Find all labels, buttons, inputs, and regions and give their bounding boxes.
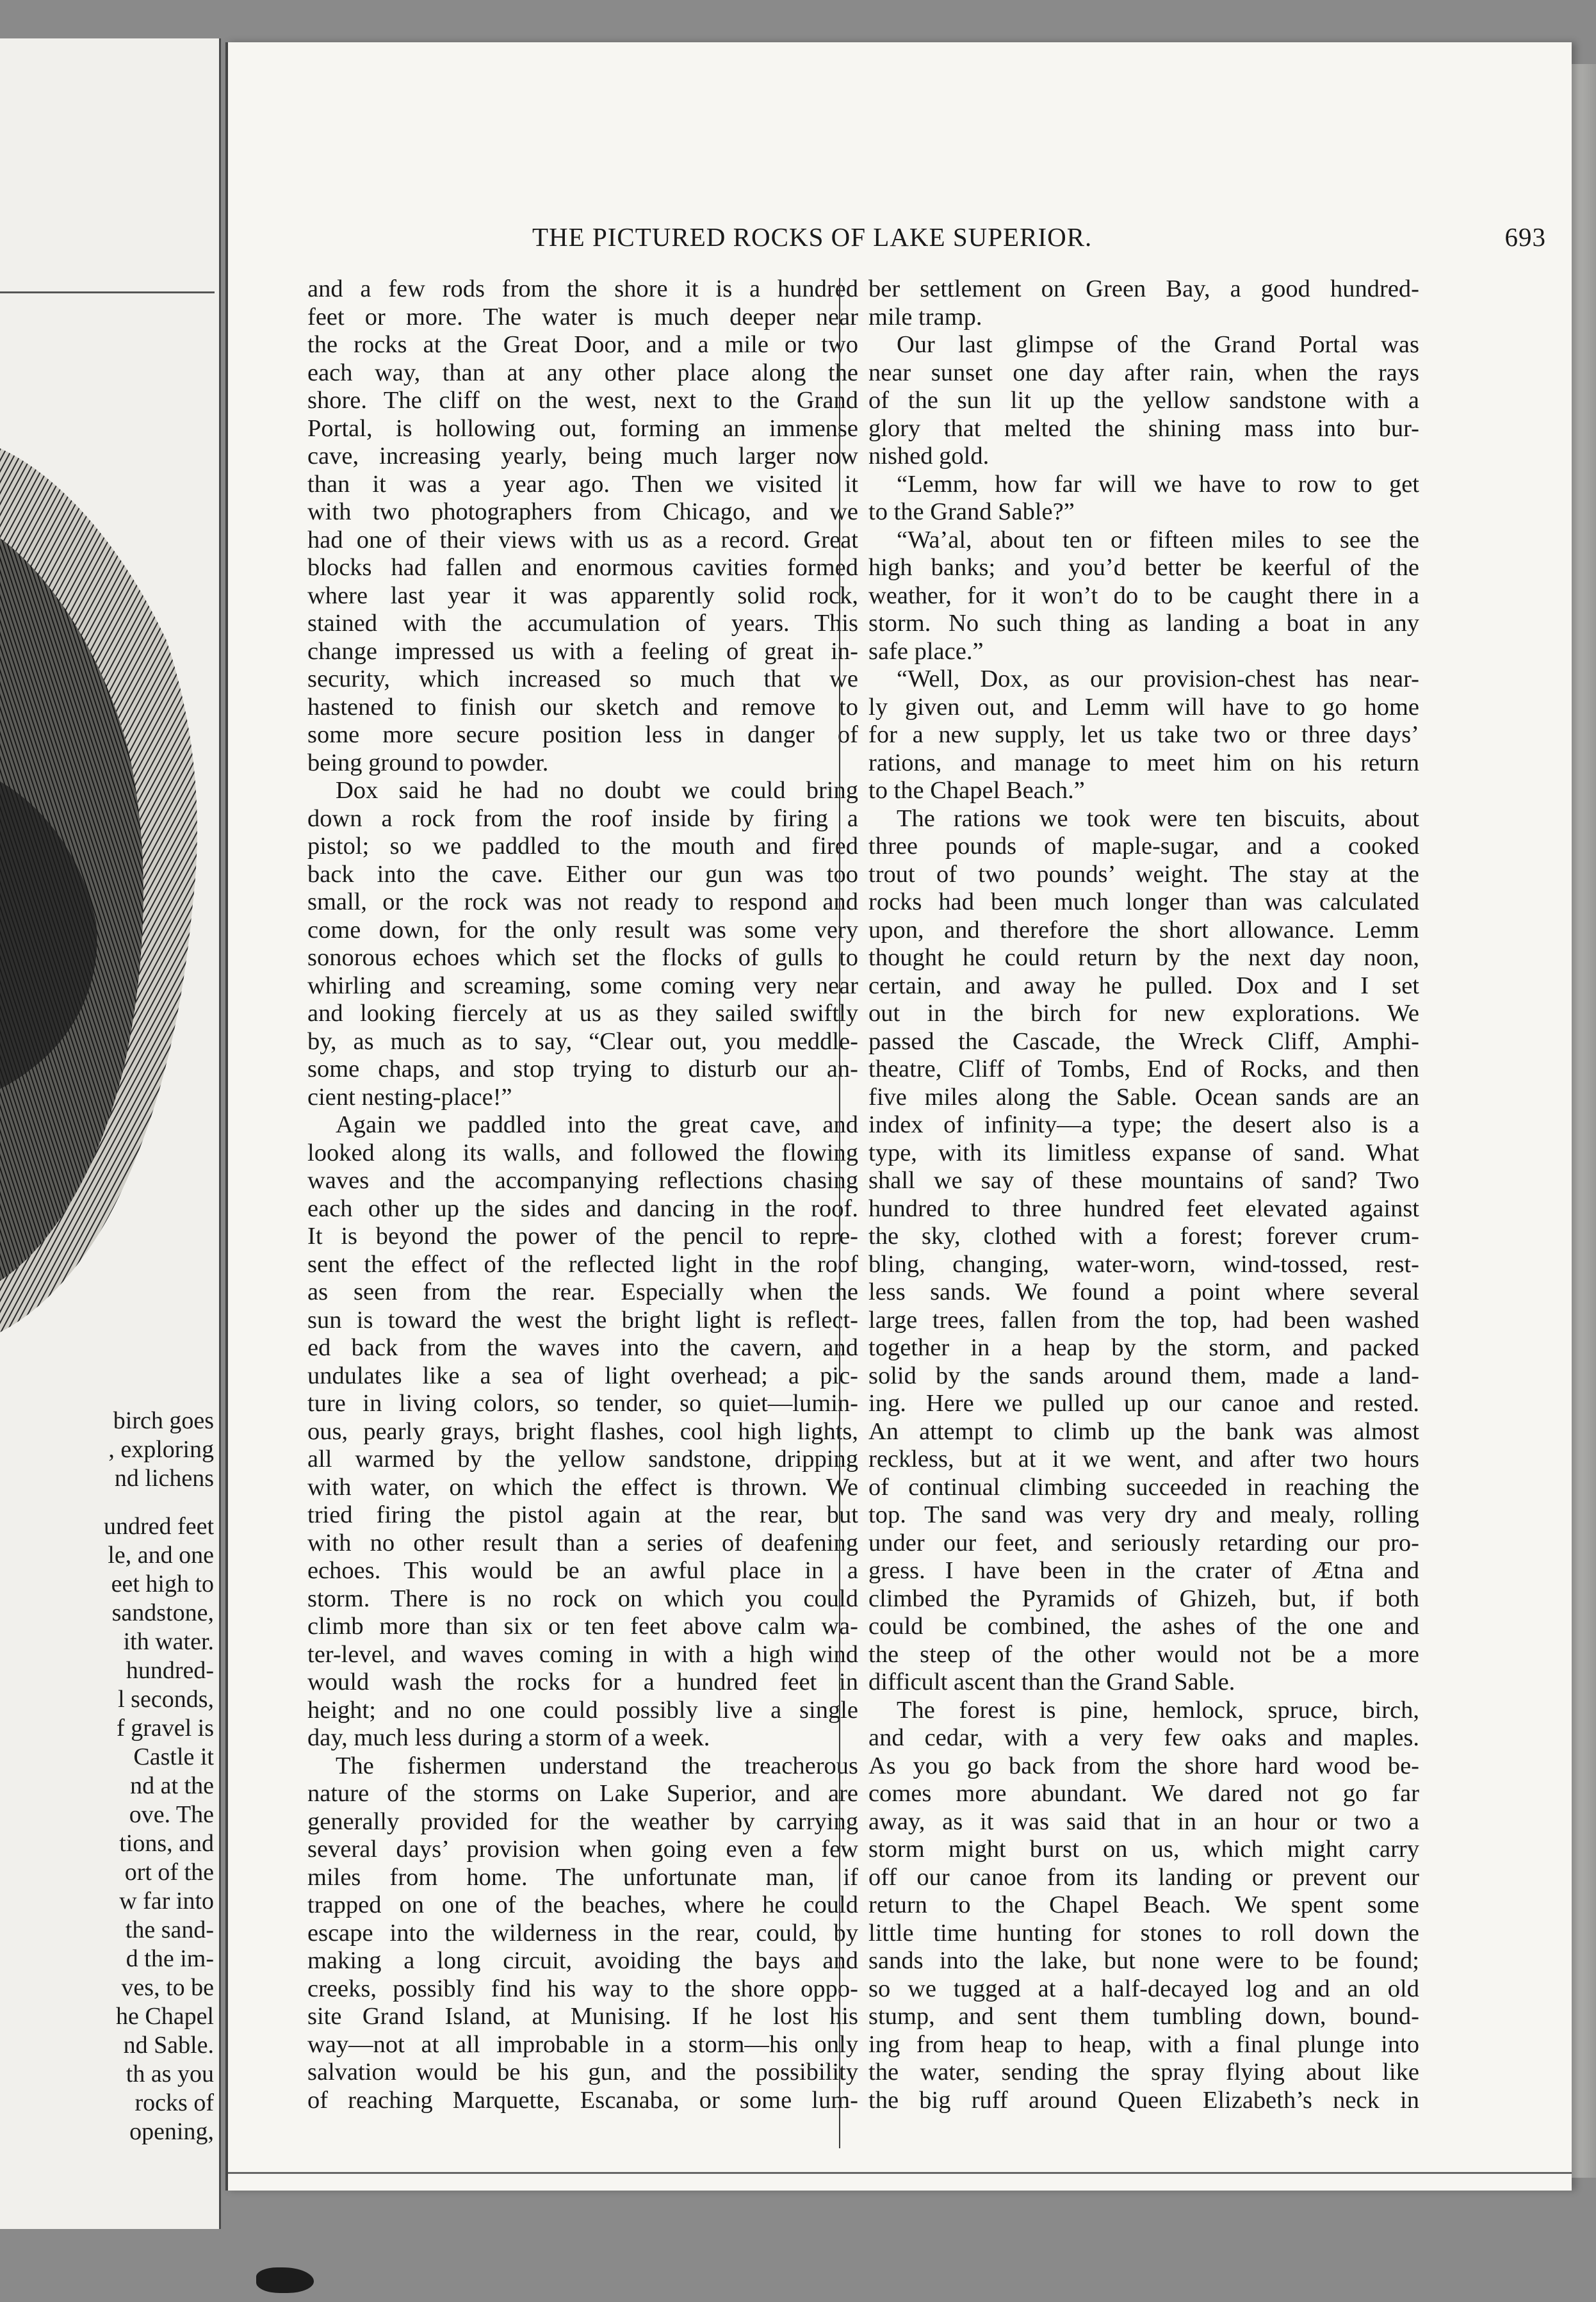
text-line: passed the Cascade, the Wreck Cliff, Amphi- bbox=[868, 1027, 1419, 1055]
text-line: sands into the lake, but none were to be found; bbox=[868, 1947, 1419, 1974]
text-line: less sands. We found a point where several bbox=[868, 1278, 1419, 1305]
fragment-line: Castle it bbox=[133, 1743, 214, 1770]
text-line: solid by the sands around them, made a land- bbox=[868, 1362, 1419, 1389]
text-line: with no other result than a series of deafening bbox=[307, 1529, 858, 1556]
text-line: ter-level, and waves coming in with a high wind bbox=[307, 1640, 858, 1668]
text-line: with two photographers from Chicago, and we bbox=[307, 498, 858, 525]
fragment-line: f gravel is bbox=[117, 1715, 214, 1742]
text-line: pistol; so we paddled to the mouth and fired bbox=[307, 833, 858, 860]
fragment-line: sandstone, bbox=[111, 1599, 214, 1626]
text-line: the sky, clothed with a forest; forever crum- bbox=[868, 1223, 1419, 1250]
text-line: hundred to three hundred feet elevated against bbox=[868, 1195, 1419, 1222]
fragment-line: ort of the bbox=[124, 1859, 214, 1886]
text-line: comes more abundant. We dared not go far bbox=[868, 1780, 1419, 1807]
text-line: day, much less during a storm of a week. bbox=[307, 1724, 710, 1751]
text-line: away, as it was said that in an hour or two a bbox=[868, 1808, 1419, 1835]
text-line: looked along its walls, and followed the flowing bbox=[307, 1139, 858, 1166]
text-line: index of infinity—a type; the desert also is a bbox=[868, 1111, 1419, 1138]
text-line: shore. The cliff on the west, next to the Grand bbox=[307, 387, 858, 414]
text-line: site Grand Island, at Munising. If he lost his bbox=[307, 2003, 858, 2030]
text-line: of continual climbing succeeded in reaching the bbox=[868, 1473, 1419, 1501]
text-line: than it was a year ago. Then we visited it bbox=[307, 470, 858, 498]
text-line: safe place.” bbox=[868, 637, 984, 665]
text-line: thought he could return by the next day noon, bbox=[868, 944, 1419, 971]
text-line: ber settlement on Green Bay, a good hundred- bbox=[868, 275, 1419, 302]
text-line: cient nesting-place!” bbox=[307, 1083, 512, 1111]
text-line: where last year it was apparently solid rock, bbox=[307, 582, 858, 609]
text-line: hastened to finish our sketch and remove to bbox=[307, 693, 858, 721]
text-line: bling, changing, water-worn, wind-tossed, rest- bbox=[868, 1250, 1419, 1278]
text-line: sonorous echoes which set the flocks of gulls to bbox=[307, 944, 858, 971]
text-line: difficult ascent than the Grand Sable. bbox=[868, 1669, 1235, 1695]
text-line: height; and no one could possibly live a single bbox=[307, 1696, 858, 1724]
text-line: to the Grand Sable?” bbox=[868, 498, 1075, 525]
fragment-line: nd Sable. bbox=[123, 2032, 214, 2059]
text-line: rations, and manage to meet him on his return bbox=[868, 749, 1419, 776]
text-line: nished gold. bbox=[868, 443, 989, 469]
text-line: so we tugged at a half-decayed log and an old bbox=[868, 1975, 1419, 2002]
text-line: large trees, fallen from the top, had been washed bbox=[868, 1306, 1419, 1334]
facing-page-rule bbox=[0, 291, 215, 293]
text-line: salvation would be his gun, and the possibility bbox=[307, 2059, 858, 2086]
text-line: blocks had fallen and enormous cavities formed bbox=[307, 554, 858, 581]
text-line: ing from heap to heap, with a final plunge into bbox=[868, 2030, 1419, 2058]
text-column-right bbox=[868, 275, 1419, 2114]
text-line: echoes. This would be an awful place in a bbox=[307, 1557, 858, 1584]
text-line: the steep of the other would not be a more bbox=[868, 1640, 1419, 1668]
text-line: as seen from the rear. Especially when the bbox=[307, 1278, 858, 1305]
text-line: Portal, is hollowing out, forming an immense bbox=[307, 414, 858, 442]
text-line: little time hunting for stones to roll down the bbox=[868, 1919, 1419, 1947]
text-line: some more secure position less in danger of bbox=[307, 721, 858, 748]
text-line: trapped on one of the beaches, where he could bbox=[307, 1891, 858, 1918]
text-line: under our feet, and seriously retarding our pro- bbox=[868, 1529, 1419, 1556]
text-line: ous, pearly grays, bright flashes, cool high lights, bbox=[307, 1417, 858, 1445]
fragment-line: birch goes bbox=[113, 1407, 214, 1434]
text-line: stump, and sent them tumbling down, bound- bbox=[868, 2003, 1419, 2030]
text-line: climbed the Pyramids of Ghizeh, but, if both bbox=[868, 1585, 1419, 1612]
text-line: Dox said he had no doubt we could bring bbox=[336, 777, 858, 804]
text-line: gress. I have been in the crater of Ætna and bbox=[868, 1557, 1419, 1584]
fragment-line: rocks of bbox=[134, 2089, 214, 2116]
text-line: “Lemm, how far will we have to row to get bbox=[897, 470, 1419, 498]
text-line: creeks, possibly find his way to the shore oppo- bbox=[307, 1975, 858, 2002]
text-line: five miles along the Sable. Ocean sands are an bbox=[868, 1083, 1419, 1111]
text-column-left bbox=[307, 275, 858, 2114]
text-line: certain, and away he pulled. Dox and I set bbox=[868, 972, 1419, 999]
fragment-line: hundred- bbox=[126, 1657, 214, 1684]
text-line: feet or more. The water is much deeper near bbox=[307, 303, 858, 331]
text-line: out in the birch for new explorations. We bbox=[868, 1000, 1419, 1027]
text-line: all warmed by the yellow sandstone, dripping bbox=[307, 1446, 858, 1473]
text-line: for a new supply, let us take two or three days’ bbox=[868, 721, 1419, 748]
text-line: trout of two pounds’ weight. The stay at the bbox=[868, 860, 1419, 888]
text-line: down a rock from the roof inside by firing a bbox=[307, 804, 858, 832]
text-line: undulates like a sea of light overhead; a pic- bbox=[307, 1362, 858, 1389]
text-line: being ground to powder. bbox=[307, 749, 549, 776]
text-line: off our canoe from its landing or prevent our bbox=[868, 1863, 1419, 1891]
text-line: theatre, Cliff of Tombs, End of Rocks, and then bbox=[868, 1056, 1419, 1082]
fragment-line: ith water. bbox=[123, 1628, 214, 1655]
text-line: way—not at all improbable in a storm—his only bbox=[307, 2030, 858, 2058]
text-line: three pounds of maple-sugar, and a cooked bbox=[868, 833, 1419, 860]
text-line: had one of their views with us as a record. Great bbox=[307, 526, 858, 553]
column-divider bbox=[839, 278, 840, 2148]
text-line: waves and the accompanying reflections chasing bbox=[307, 1167, 858, 1194]
text-line: of reaching Marquette, Escanaba, or some lum- bbox=[307, 2086, 858, 2114]
text-line: stained with the accumulation of years. This bbox=[307, 610, 858, 637]
text-line: climb more than six or ten feet above calm wa- bbox=[307, 1613, 858, 1640]
text-line: “Well, Dox, as our provision-chest has near- bbox=[897, 665, 1419, 692]
text-line: The fishermen understand the treacherous bbox=[336, 1752, 858, 1779]
fragment-line: the sand- bbox=[125, 1916, 214, 1943]
text-line: Again we paddled into the great cave, and bbox=[336, 1111, 858, 1138]
facing-page-text bbox=[0, 1407, 214, 2146]
text-line: and looking fiercely at us as they sailed swiftly bbox=[307, 1000, 858, 1027]
text-line: storm might burst on us, which might carry bbox=[868, 1836, 1419, 1863]
text-line: making a long circuit, avoiding the bays and bbox=[307, 1947, 858, 1974]
text-line: high banks; and you’d better be keerful of the bbox=[868, 554, 1419, 581]
text-line: type, with its limitless expanse of sand. What bbox=[868, 1139, 1419, 1166]
text-line: glory that melted the shining mass into bur- bbox=[868, 414, 1419, 442]
engraving-illustration bbox=[0, 448, 211, 1332]
text-line: each other up the sides and dancing in the roof. bbox=[307, 1195, 858, 1222]
text-line: sun is toward the west the bright light is reflect- bbox=[307, 1306, 858, 1334]
text-line: of the sun lit up the yellow sandstone with a bbox=[868, 387, 1419, 414]
text-line: storm. There is no rock on which you could bbox=[307, 1585, 858, 1612]
text-line: to the Chapel Beach.” bbox=[868, 777, 1085, 804]
text-line: shall we say of these mountains of sand? Two bbox=[868, 1167, 1419, 1194]
fragment-line: le, and one bbox=[108, 1542, 214, 1569]
text-line: tried firing the pistol again at the rear, but bbox=[307, 1501, 858, 1528]
ink-smudge bbox=[256, 2267, 314, 2293]
text-line: rocks had been much longer than was calculated bbox=[868, 888, 1419, 915]
text-line: by, as much as to say, “Clear out, you meddle- bbox=[307, 1027, 858, 1055]
text-line: the water, sending the spray flying about like bbox=[868, 2059, 1419, 2086]
text-line: ly given out, and Lemm will have to go home bbox=[868, 693, 1419, 721]
text-line: would wash the rocks for a hundred feet in bbox=[307, 1669, 858, 1695]
text-line: near sunset one day after rain, when the rays bbox=[868, 359, 1419, 386]
text-line: As you go back from the shore hard wood be- bbox=[868, 1752, 1419, 1779]
text-line: weather, for it won’t do to be caught there in a bbox=[868, 582, 1419, 609]
fragment-line: l seconds, bbox=[118, 1686, 214, 1713]
text-line: return to the Chapel Beach. We spent some bbox=[868, 1891, 1419, 1918]
page-edge bbox=[1569, 64, 1596, 2178]
text-line: Our last glimpse of the Grand Portal was bbox=[897, 331, 1419, 358]
text-line: ture in living colors, so tender, so quiet—lumin- bbox=[307, 1390, 858, 1417]
text-line: upon, and therefore the short allowance. Lemm bbox=[868, 916, 1419, 943]
text-line: could be combined, the ashes of the one and bbox=[868, 1613, 1419, 1640]
text-line: back into the cave. Either our gun was too bbox=[307, 860, 858, 888]
text-line: The forest is pine, hemlock, spruce, birch, bbox=[897, 1696, 1419, 1724]
fragment-line bbox=[0, 1493, 214, 1512]
text-line: the big ruff around Queen Elizabeth’s neck in bbox=[868, 2086, 1419, 2114]
text-line: come down, for the only result was some very bbox=[307, 916, 858, 943]
text-line: small, or the rock was not ready to respond and bbox=[307, 888, 858, 915]
fragment-line: eet high to bbox=[111, 1571, 214, 1597]
text-line: and cedar, with a very few oaks and maples. bbox=[868, 1724, 1419, 1751]
text-line: miles from home. The unfortunate man, if bbox=[307, 1863, 858, 1891]
text-line: sent the effect of the reflected light in the roof bbox=[307, 1250, 858, 1278]
fragment-line: undred feet bbox=[104, 1513, 214, 1540]
running-title: THE PICTURED ROCKS OF LAKE SUPERIOR. bbox=[532, 222, 1093, 252]
text-line: An attempt to climb up the bank was almost bbox=[868, 1417, 1419, 1445]
text-line: It is beyond the power of the pencil to repre- bbox=[307, 1223, 858, 1250]
text-line: storm. No such thing as landing a boat in any bbox=[868, 610, 1419, 637]
text-line: security, which increased so much that we bbox=[307, 665, 858, 692]
text-line: each way, than at any other place along the bbox=[307, 359, 858, 386]
text-line: The rations we took were ten biscuits, about bbox=[897, 804, 1419, 832]
text-line: cave, increasing yearly, being much larger now bbox=[307, 443, 858, 469]
text-line: whirling and screaming, some coming very near bbox=[307, 972, 858, 999]
page-header bbox=[228, 222, 1572, 260]
text-line: mile tramp. bbox=[868, 303, 982, 331]
text-line: the rocks at the Great Door, and a mile or two bbox=[307, 331, 858, 358]
text-line: ed back from the waves into the cavern, and bbox=[307, 1334, 858, 1361]
text-line: top. The sand was very dry and mealy, rolling bbox=[868, 1501, 1419, 1528]
text-line: generally provided for the weather by carrying bbox=[307, 1808, 858, 1835]
fragment-line: tions, and bbox=[119, 1830, 214, 1857]
fragment-line: ove. The bbox=[129, 1801, 214, 1828]
page-number: 693 bbox=[1504, 222, 1546, 252]
text-line: and a few rods from the shore it is a hundred bbox=[307, 275, 858, 302]
text-line: change impressed us with a feeling of great in- bbox=[307, 637, 858, 665]
fragment-line: he Chapel bbox=[115, 2003, 214, 2030]
text-line: reckless, but at it we went, and after two hours bbox=[868, 1446, 1419, 1473]
text-line: together in a heap by the storm, and packed bbox=[868, 1334, 1419, 1361]
facing-page-fragment bbox=[0, 38, 221, 2229]
fragment-line: ves, to be bbox=[121, 1974, 214, 2001]
text-line: “Wa’al, about ten or fifteen miles to see the bbox=[897, 526, 1419, 553]
page-bottom-edge bbox=[228, 2172, 1572, 2174]
text-line: escape into the wilderness in the rear, could, by bbox=[307, 1919, 858, 1947]
fragment-line: w far into bbox=[119, 1888, 214, 1914]
text-line: nature of the storms on Lake Superior, and are bbox=[307, 1780, 858, 1807]
fragment-line: opening, bbox=[129, 2118, 214, 2145]
text-line: several days’ provision when going even a few bbox=[307, 1836, 858, 1863]
fragment-line: th as you bbox=[126, 2061, 214, 2087]
text-line: with water, on which the effect is thrown. We bbox=[307, 1473, 858, 1501]
fragment-line: , exploring bbox=[108, 1436, 214, 1463]
fragment-line: d the im- bbox=[126, 1945, 214, 1972]
fragment-line: nd at the bbox=[130, 1772, 214, 1799]
text-line: some chaps, and stop trying to disturb our an- bbox=[307, 1056, 858, 1082]
book-page bbox=[225, 42, 1572, 2191]
text-line: ing. Here we pulled up our canoe and rested. bbox=[868, 1390, 1419, 1417]
fragment-line: nd lichens bbox=[114, 1465, 214, 1492]
